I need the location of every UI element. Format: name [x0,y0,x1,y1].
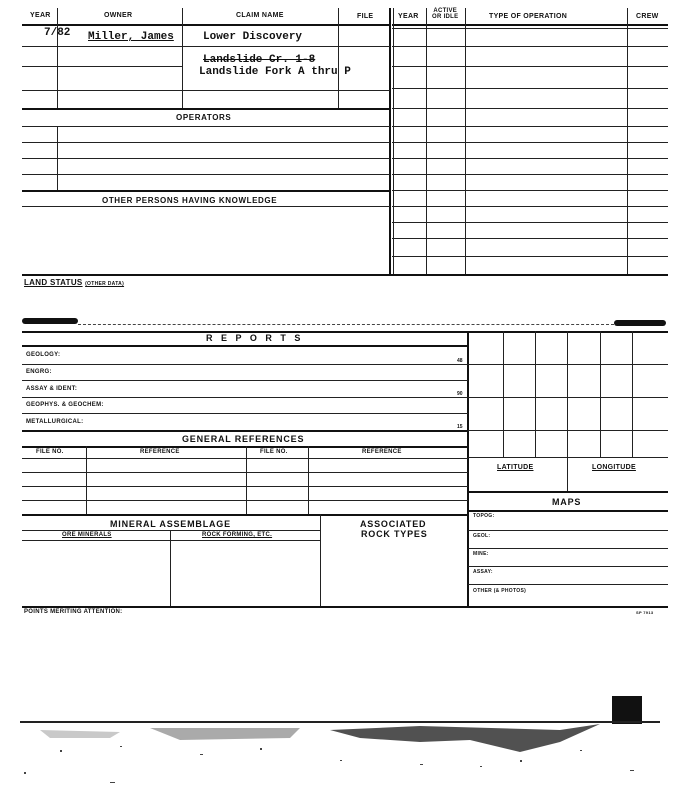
map-geol: GEOL: [473,533,491,539]
report-assay-ident: ASSAY & IDENT: [26,386,78,392]
map-topog: TOPOG: [473,513,495,519]
entry-claim-2: Landslide Cr. 1-8 [203,54,316,66]
reports-heading: R E P O R T S [206,333,304,343]
associated-heading: ASSOCIATED [360,519,427,529]
entry-year: 7/82 [44,27,71,39]
report-geology-num: 48 [457,358,463,364]
latitude-label: LATITUDE [497,464,534,471]
punch-mark-left [22,318,78,324]
general-references-heading: GENERAL REFERENCES [182,434,305,444]
land-status-label: LAND STATUS [24,278,83,287]
entry-claim-1: Lower Discovery [203,31,303,43]
gen-ref-file-no-1: FILE NO. [36,449,64,455]
report-geology: GEOLOGY: [26,352,61,358]
entry-owner: Miller, James [88,31,174,43]
maps-heading: MAPS [552,497,582,507]
col-owner-header: OWNER [104,12,133,19]
land-status-heading [24,278,124,287]
col-year-right-header: YEAR [398,13,419,20]
col-crew-header: CREW [636,13,659,20]
points-meriting-attention: POINTS MERITING ATTENTION: [24,609,123,615]
report-metallurgical-num: 15 [457,424,463,430]
operators-heading: OPERATORS [176,113,232,122]
col-file-header: FILE [357,13,374,20]
col-claim-name-header: CLAIM NAME [236,12,284,19]
map-assay: ASSAY: [473,569,493,575]
gen-ref-reference-2: REFERENCE [362,449,402,455]
form-number: SP 7913 [636,610,654,615]
punch-mark-right [614,320,666,326]
col-year-header: YEAR [30,12,51,19]
ore-minerals-header: ORE MINERALS [62,532,112,538]
map-mine: MINE: [473,551,489,557]
other-persons-heading: OTHER PERSONS HAVING KNOWLEDGE [102,196,278,205]
scan-noise-graphic [0,680,678,800]
land-status-sublabel: (OTHER DATA) [85,281,125,287]
report-assay-num: 90 [457,391,463,397]
rock-forming-header: ROCK FORMING, ETC. [202,532,273,538]
report-metallurgical: METALLURGICAL: [26,419,84,425]
col-type-operation-header: TYPE OF OPERATION [489,13,568,20]
entry-claim-3: Landslide Fork A thru P [199,66,351,78]
gen-ref-file-no-2: FILE NO. [260,449,288,455]
col-active-header: ACTIVE OR IDLE [432,8,459,20]
mineral-assemblage-heading: MINERAL ASSEMBLAGE [110,519,231,529]
rock-types-heading: ROCK TYPES [361,529,428,539]
report-engrg: ENGRG: [26,369,52,375]
longitude-label: LONGITUDE [592,464,636,471]
map-other-photos: OTHER (& PHOTOS) [473,588,527,594]
gen-ref-reference-1: REFERENCE [140,449,180,455]
report-geophys: GEOPHYS. & GEOCHEM: [26,402,104,408]
